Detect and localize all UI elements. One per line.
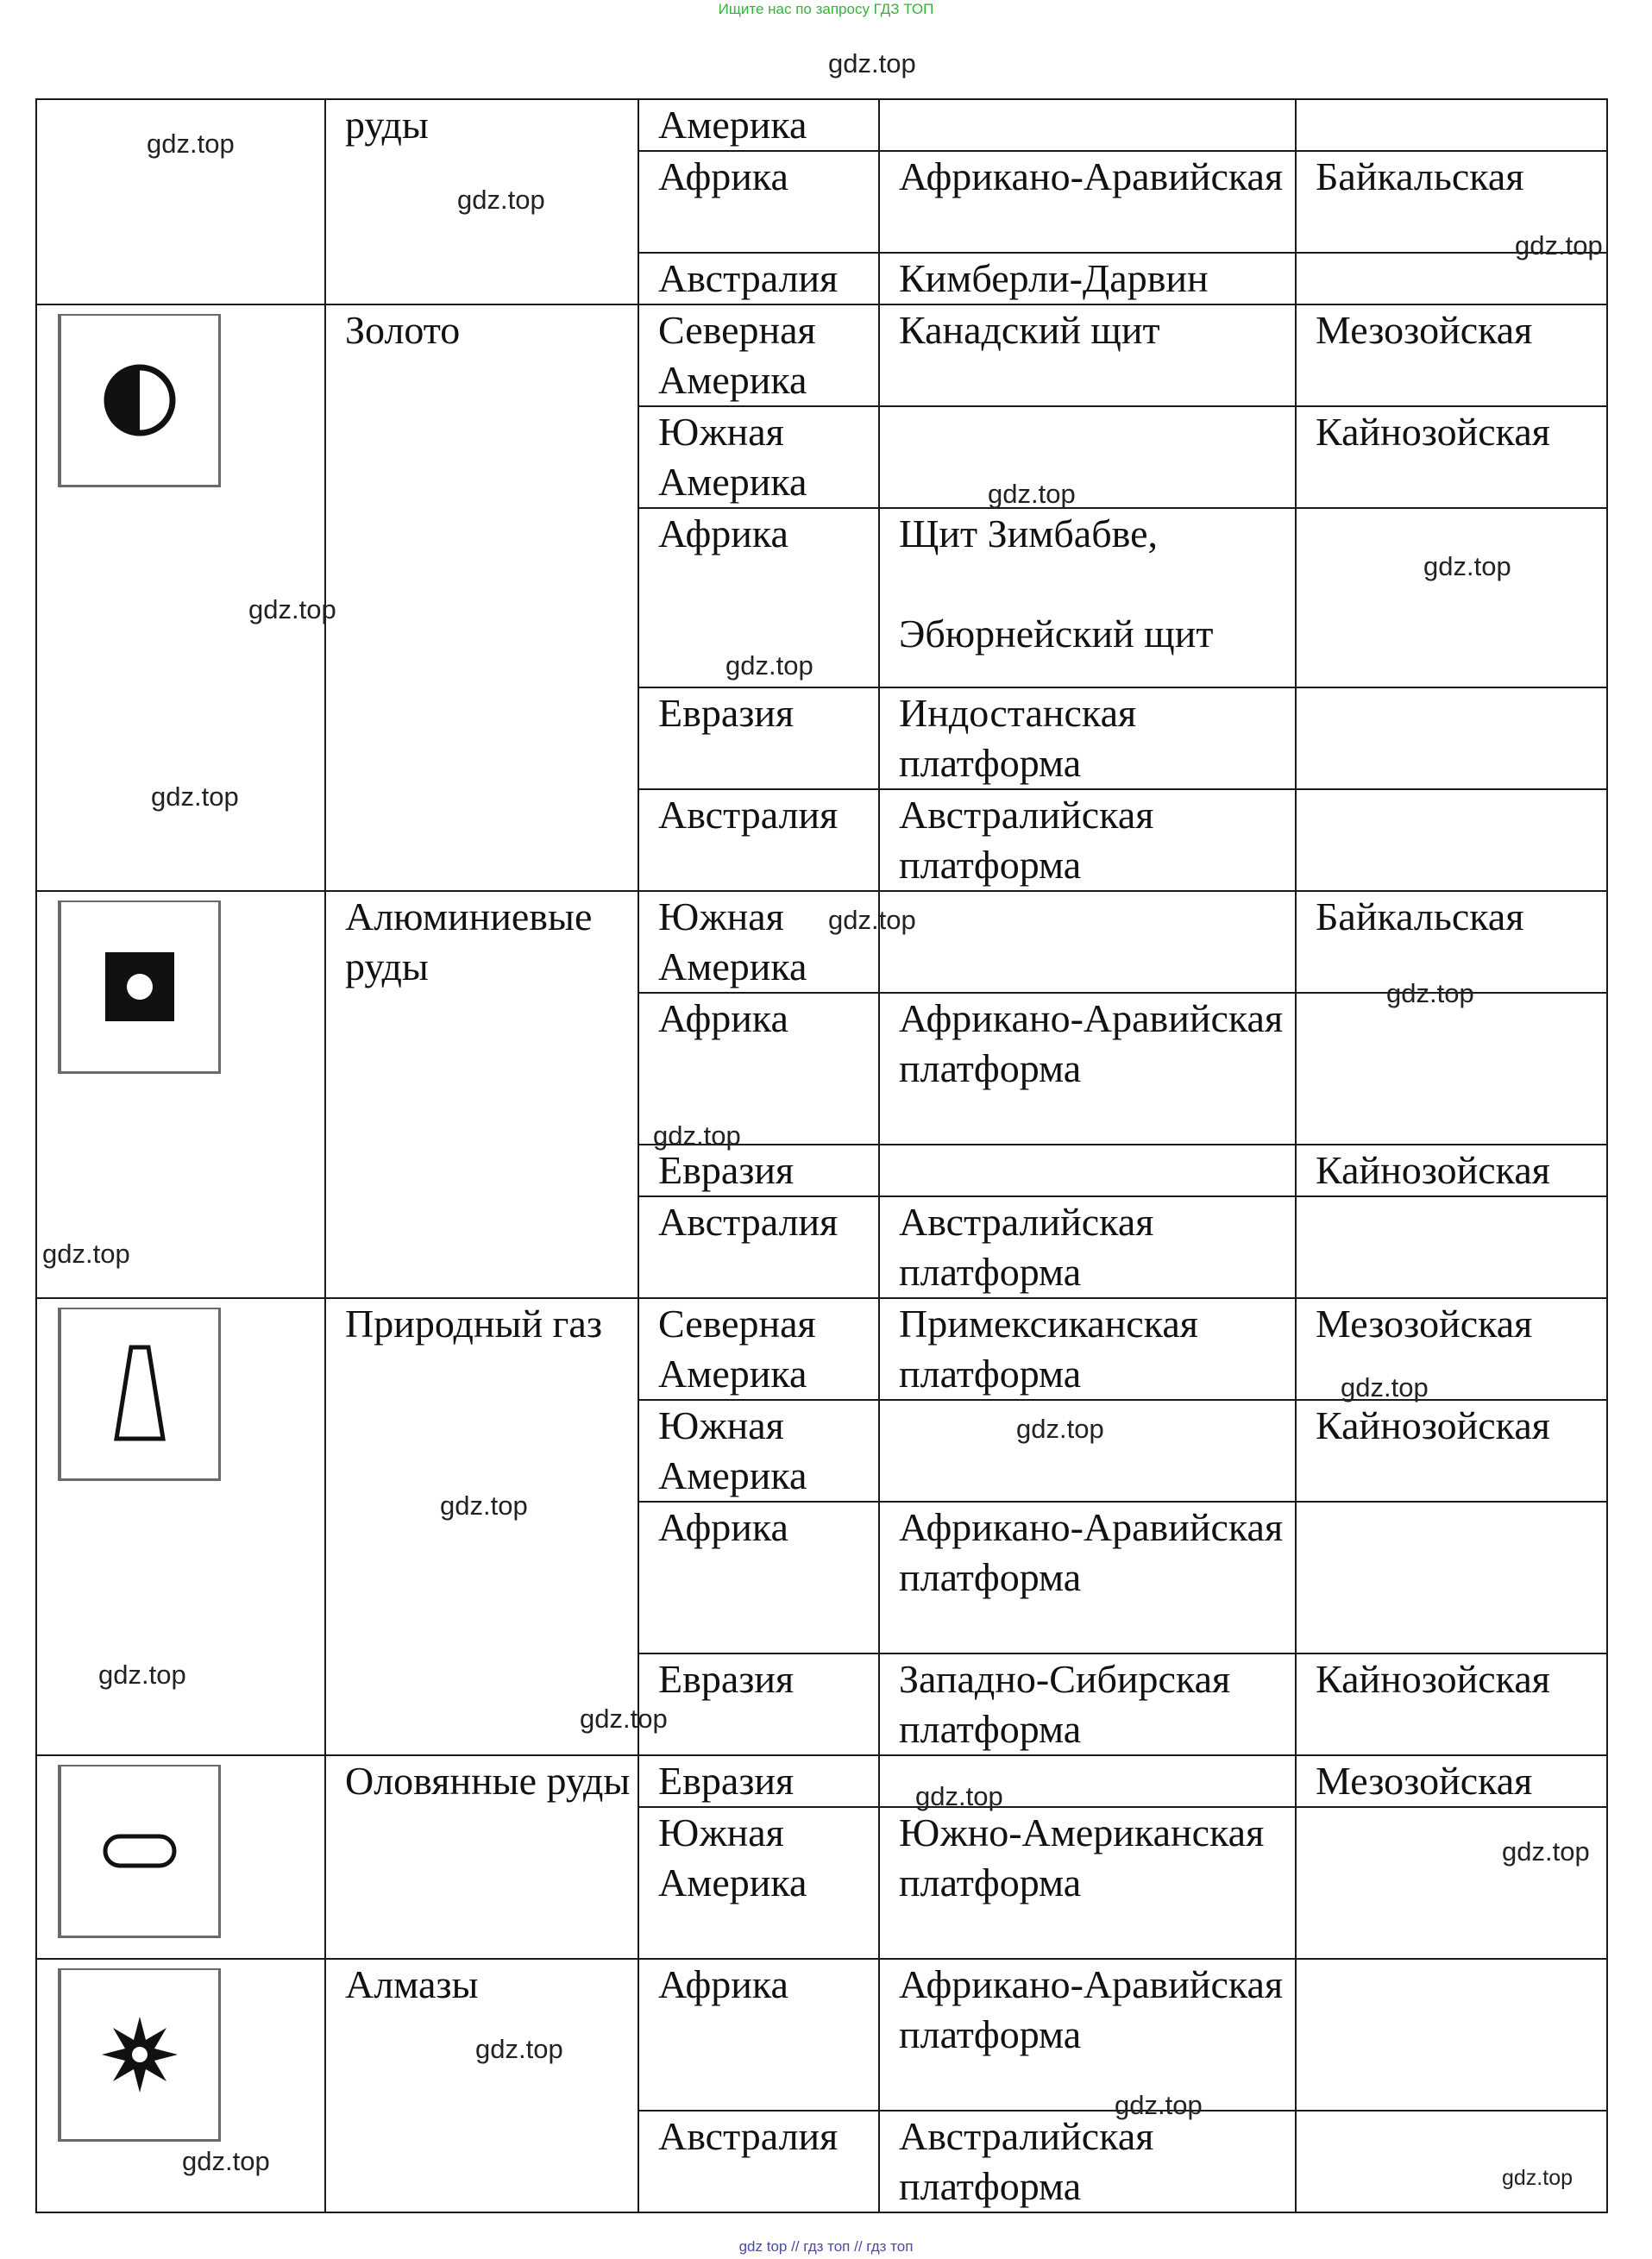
watermark: gdz.top <box>151 781 239 812</box>
continent-cell: Африка <box>638 993 879 1145</box>
icon-cell <box>36 304 325 891</box>
structure-cell: Примексиканская платформа <box>879 1298 1296 1400</box>
structure-cell: Африкано-Аравийская платформа <box>879 1959 1296 2111</box>
icon-cell <box>36 891 325 1298</box>
watermark: gdz.top <box>653 1120 741 1151</box>
structure-cell: Индостанская платформа <box>879 687 1296 789</box>
folding-cell: Кайнозойская <box>1296 1653 1607 1755</box>
folding-cell: Мезозойская <box>1296 1755 1607 1807</box>
folding-cell: Кайнозойская <box>1296 1400 1607 1502</box>
table-row <box>36 1298 1607 1400</box>
structure-cell: Австралийская платформа <box>879 2111 1296 2212</box>
continent-cell: Австралия <box>638 789 879 891</box>
watermark: gdz.top <box>828 905 916 935</box>
continent-cell: Австралия <box>638 253 879 304</box>
table-row <box>36 99 1607 151</box>
site-watermark: gdz.top <box>828 48 916 78</box>
watermark: gdz.top <box>457 185 545 215</box>
folding-cell: Кайнозойская <box>1296 406 1607 508</box>
gold-half-circle-icon <box>58 314 221 487</box>
watermark: gdz.top <box>1115 2090 1203 2120</box>
table-row <box>36 891 1607 993</box>
icon-cell <box>36 1755 325 1959</box>
structure-cell: Западно-Сибирская платформа <box>879 1653 1296 1755</box>
watermark: gdz.top <box>475 2034 563 2064</box>
structure-cell <box>879 1145 1296 1196</box>
minerals-table <box>35 98 1608 2213</box>
folding-cell <box>1296 1807 1607 1959</box>
continent-cell: Америка <box>638 99 879 151</box>
folding-cell <box>1296 687 1607 789</box>
continent-cell: Африка <box>638 508 879 687</box>
continent-cell: Евразия <box>638 1755 879 1807</box>
structure-line: Эбюрнейский щит <box>899 612 1214 656</box>
folding-cell: Кайнозойская <box>1296 1145 1607 1196</box>
continent-cell: Северная Америка <box>638 1298 879 1400</box>
watermark: gdz.top <box>580 1704 668 1734</box>
folding-cell: Мезозойская <box>1296 1298 1607 1400</box>
watermark: gdz.top <box>988 479 1076 509</box>
continent-cell: Северная Америка <box>638 304 879 406</box>
structure-cell: Южно-Американская платформа <box>879 1807 1296 1959</box>
watermark: gdz.top <box>1423 551 1511 581</box>
structure-cell <box>879 1400 1296 1502</box>
structure-cell <box>879 1755 1296 1807</box>
continent-cell: Африка <box>638 1502 879 1653</box>
structure-cell: Африкано-Аравийская платформа <box>879 1502 1296 1653</box>
mineral-cell: руды <box>325 99 638 304</box>
folding-cell <box>1296 1196 1607 1298</box>
watermark: gdz.top <box>98 1660 186 1690</box>
folding-cell <box>1296 253 1607 304</box>
mineral-cell: Алюминиевые руды <box>325 891 638 1298</box>
table-row <box>36 304 1607 406</box>
natural-gas-trapezoid-icon <box>58 1308 221 1481</box>
folding-cell <box>1296 789 1607 891</box>
icon-cell <box>36 99 325 304</box>
mineral-cell: Золото <box>325 304 638 891</box>
continent-cell: Евразия <box>638 1145 879 1196</box>
icon-cell <box>36 1959 325 2212</box>
structure-cell: Африкано-Аравийская платформа <box>879 993 1296 1145</box>
folding-cell <box>1296 99 1607 151</box>
watermark: gdz.top <box>725 650 813 681</box>
continent-cell: Южная Америка <box>638 406 879 508</box>
structure-cell: Африкано-Аравийская <box>879 151 1296 253</box>
icon-cell <box>36 1298 325 1755</box>
continent-cell: Австралия <box>638 2111 879 2212</box>
watermark: gdz.top <box>42 1239 130 1269</box>
continent-cell: Южная Америка <box>638 1807 879 1959</box>
mineral-cell: Алмазы <box>325 1959 638 2212</box>
table-row <box>36 1959 1607 2111</box>
watermark: gdz.top <box>915 1781 1003 1811</box>
continent-cell: Южная Америка <box>638 891 879 993</box>
continent-cell: Евразия <box>638 687 879 789</box>
structure-cell <box>879 508 1296 687</box>
continent-cell: Евразия <box>638 1653 879 1755</box>
diamond-star-icon <box>58 1968 221 2142</box>
folding-cell <box>1296 1502 1607 1653</box>
watermark: gdz.top <box>1341 1372 1429 1402</box>
watermark: gdz.top <box>1502 1836 1590 1867</box>
watermark: gdz.top <box>182 2146 270 2176</box>
watermark: gdz.top <box>1386 978 1474 1008</box>
structure-cell: Канадский щит <box>879 304 1296 406</box>
folding-cell <box>1296 993 1607 1145</box>
structure-cell: Кимберли-Дарвин <box>879 253 1296 304</box>
watermark: gdz.top <box>440 1490 528 1521</box>
folding-cell: Байкальская <box>1296 151 1607 253</box>
watermark: gdz.top <box>248 594 336 624</box>
structure-cell: Австралийская платформа <box>879 789 1296 891</box>
folding-cell: Мезозойская <box>1296 304 1607 406</box>
top-search-note: Ищите нас по запросу ГДЗ ТОП <box>718 1 934 17</box>
continent-cell: Австралия <box>638 1196 879 1298</box>
watermark: gdz.top <box>1502 2166 1573 2190</box>
watermark: gdz.top <box>1016 1414 1104 1444</box>
structure-cell: Австралийская платформа <box>879 1196 1296 1298</box>
tin-oval-icon <box>58 1765 221 1938</box>
mineral-cell: Природный газ <box>325 1298 638 1755</box>
folding-cell <box>1296 508 1607 687</box>
structure-cell <box>879 891 1296 993</box>
bottom-footer-note: gdz top // гдз топ // гдз топ <box>738 2238 914 2255</box>
structure-line: Щит Зимбабве, <box>899 511 1158 555</box>
continent-cell: Южная Америка <box>638 1400 879 1502</box>
structure-cell <box>879 99 1296 151</box>
table-row <box>36 1755 1607 1807</box>
folding-cell <box>1296 2111 1607 2212</box>
watermark: gdz.top <box>147 129 235 159</box>
continent-cell: Африка <box>638 1959 879 2111</box>
continent-cell: Африка <box>638 151 879 253</box>
aluminium-square-dot-icon <box>58 900 221 1074</box>
watermark: gdz.top <box>1515 230 1603 260</box>
structure-cell <box>879 406 1296 508</box>
folding-cell: Байкальская <box>1296 891 1607 993</box>
mineral-cell: Оловянные руды <box>325 1755 638 1959</box>
folding-cell <box>1296 1959 1607 2111</box>
